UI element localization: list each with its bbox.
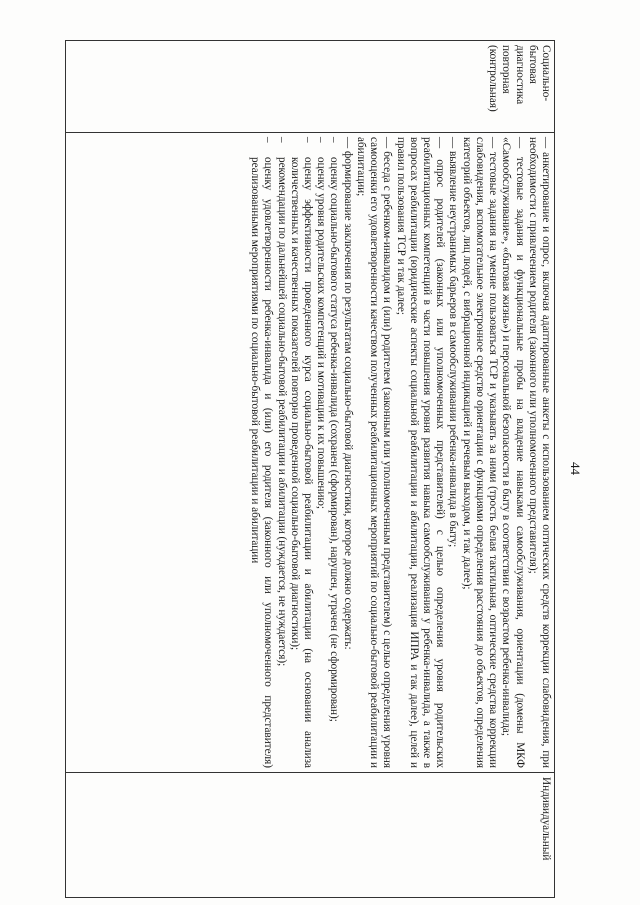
subitem-text: оценку удовлетворенности ребенка-инвалида и (или) его родителя (законного или уполномоченного представителя) реализованными мероприятиями по социально-бытовой реабилитации и абилитации [249,157,275,768]
paragraph: — беседа с ребенком-инвалидом и (или) родителем (законным или уполномоченным представителем) с целью определения уровня самооценки его удовлетворенности качеством полученных реабилитационных мероприятий по социально-бытовой реабилитации и абилитации; [354,137,394,768]
form-cell [66,773,555,898]
rotated-page-content [65,40,583,897]
subitem [248,137,274,768]
procedure-table [65,40,555,898]
subitem [274,137,287,768]
subitem-text: рекомендации по дальнейшей социально-бытовой реабилитации и абилитации (нуждается, не нуждается); [275,157,288,667]
form-type: Индивидуальный [540,777,552,861]
subitem [327,137,340,768]
stage-name: Социально-бытовая диагностика повторная (контрольная) [487,45,552,112]
stage-cell [66,41,555,133]
page-number: 44 [568,462,583,475]
subitem [288,137,314,768]
dash-marker: – [275,137,288,143]
paragraph: — опрос родителей (законных или уполномоченных представителей) с целью определения уровня родительских реабилитационных компетенций в части повышения уровня развития навыка самообслуживания у ребенка-инвалида, а также в вопросах реабилитации (юридические аспекты социальной реабилитации и абилитации, реализация ИПРА и так далее), целей и правил пользования ТСР и так далее; [394,137,447,768]
subitem-text: оценку уровня родительских компетенций и мотивации к их повышению; [315,157,328,509]
paragraph: — анкетирование и опрос, включая адаптированные анкеты с использованием оптических средств коррекции слабовидения, при необходимости с привлечением родителя (законного или уполномоченного представителя); [526,137,552,768]
subitem [314,137,327,768]
paragraph: — тестовые задания и функциональные пробы на владение навыками самообслуживания, ориентации (домены МКФ «Самообслуживание», «бытовая жизнь») и персональной безопасности в быту в соответствии с возрастом ребенка-инвалида; [500,137,526,768]
subitem-text: оценку эффективности проведенного курса социально-бытовой реабилитации и абилитации (на основании анализа количественных и качественных показателей повторно проведенной социально-бытовой диагностики); [288,157,315,768]
dash-marker: – [302,137,315,143]
paragraph: — выявление неустранимых барьеров в самообслуживании ребенка-инвалида в быту; [447,137,460,548]
paragraph: — формирование заключения по результатам социально-бытовой диагностики, которое должно содержать: [341,137,354,650]
dash-marker: – [328,137,341,143]
table-row [66,41,555,898]
dash-marker: – [262,137,275,143]
subitem-text: оценку социально-бытового статуса ребенка-инвалида (сохранен (сформирован), нарушен, утрачен (не сформирован); [328,157,341,722]
content-cell [66,133,555,773]
paragraph: — тестовые задания на умение пользоваться ТСР и указывать за ними (трость белая тактильная, оптические средства коррекции слабовидения, вспомогательное электронное средство ориентации с функциями определения расстояния до объектов, определения категорий объектов, лиц людей, с вибрационной индикацией и речевым выходом, и так далее); [460,137,500,768]
dash-marker: – [315,137,328,143]
